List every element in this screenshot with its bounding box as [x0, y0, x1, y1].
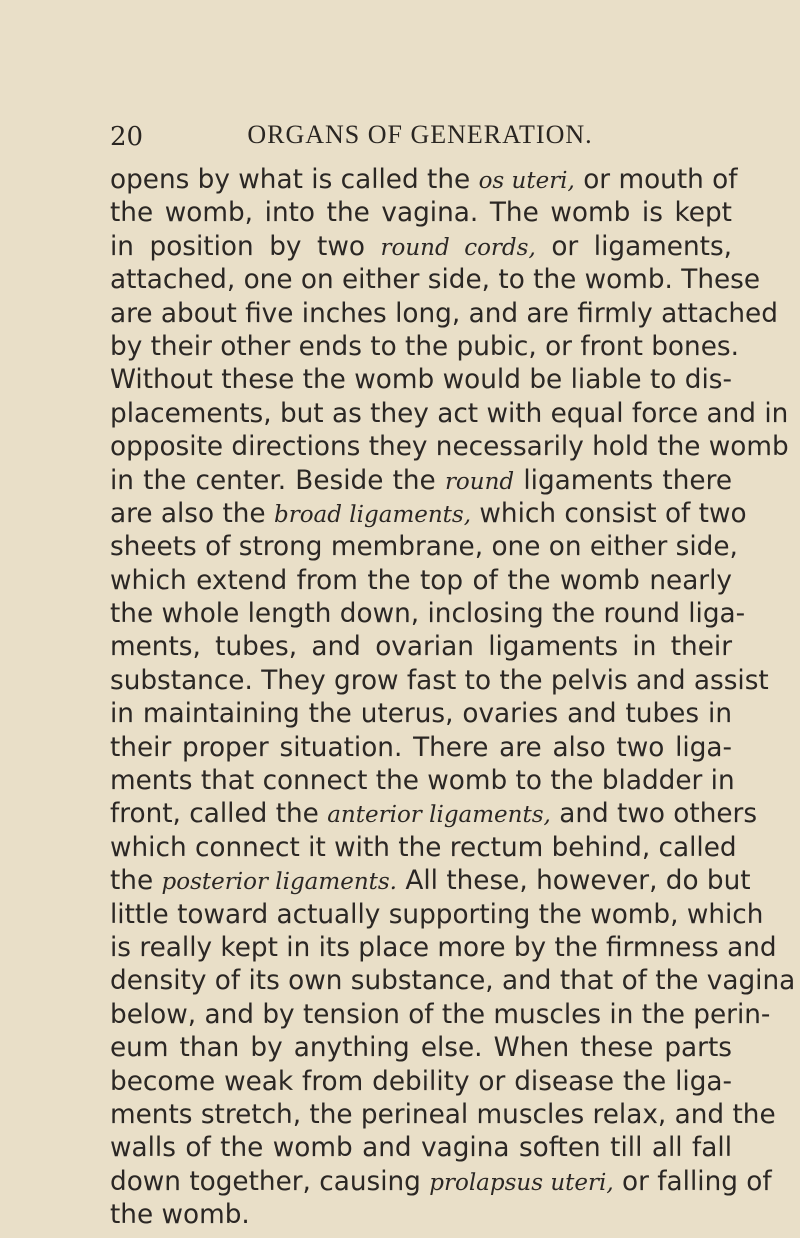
text-segment: by their other ends to the pubic, or front bones.: [110, 331, 739, 362]
text-line: [110, 965, 796, 998]
text-line: [110, 431, 789, 464]
text-segment: in position by two: [110, 231, 381, 262]
text-line: [110, 999, 771, 1032]
text-line: [110, 565, 732, 598]
text-line: [110, 398, 789, 431]
text-segment: sheets of strong membrane, one on either side,: [110, 532, 738, 563]
text-segment: placements, but as they act with equal force and in: [110, 398, 789, 429]
text-line: [110, 798, 758, 831]
text-segment: substance. They grow fast to the pelvis and assist: [110, 665, 769, 696]
text-segment: ligaments there: [514, 465, 732, 496]
body-text: [110, 164, 796, 1233]
text-line: [110, 1032, 732, 1065]
text-segment: density of its own substance, and that of the vagina: [110, 966, 796, 997]
italic-term: posterior ligaments.: [161, 869, 397, 896]
text-line: [110, 465, 732, 498]
text-line: [110, 732, 732, 765]
text-segment: the whole length down, inclosing the round liga-: [110, 599, 746, 630]
text-segment: or falling of: [613, 1166, 772, 1197]
text-segment: is really kept in its place more by the firmness and: [110, 932, 777, 963]
text-line: [110, 832, 737, 865]
text-segment: are also the: [110, 498, 274, 529]
text-line: [110, 1066, 732, 1099]
page-number: 20: [110, 122, 144, 152]
text-segment: which consist of two: [471, 498, 747, 529]
running-head: ORGANS OF GENERATION.: [247, 120, 593, 149]
italic-term: prolapsus uteri,: [429, 1169, 614, 1196]
text-line: [110, 364, 732, 397]
text-line: [110, 631, 732, 664]
text-line: [110, 1099, 776, 1132]
text-line: [110, 164, 738, 197]
text-line: [110, 665, 769, 698]
text-line: [110, 531, 738, 564]
text-line: [110, 1199, 732, 1232]
text-line: [110, 598, 746, 631]
text-segment: in the center. Beside the: [110, 465, 445, 496]
text-segment: front, called the: [110, 799, 328, 830]
text-line: [110, 899, 764, 932]
text-segment: which connect it with the rectum behind, called: [110, 832, 737, 863]
text-segment: the: [110, 866, 162, 897]
text-line: [110, 698, 732, 731]
text-segment: opens by what is called the: [110, 165, 479, 195]
text-segment: or ligaments,: [535, 231, 733, 262]
text-segment: the womb, into the vagina. The womb is kept: [110, 198, 732, 229]
text-segment: opposite directions they necessarily hold the womb: [110, 432, 789, 463]
italic-term: anterior ligaments,: [327, 802, 551, 829]
text-segment: or mouth of: [574, 165, 738, 195]
text-line: [110, 765, 735, 798]
text-line: [110, 1132, 732, 1165]
text-line: [110, 932, 777, 965]
text-segment: All these, however, do but: [397, 866, 751, 897]
italic-term: broad ligaments,: [273, 501, 472, 528]
text-segment: their proper situation. There are also two liga-: [110, 732, 732, 763]
text-segment: the womb.: [110, 1200, 250, 1231]
text-line: [110, 498, 747, 531]
text-line: [110, 231, 732, 264]
text-segment: down together, causing: [110, 1166, 430, 1197]
italic-term: os uteri,: [478, 168, 575, 194]
text-segment: eum than by anything else. When these parts: [110, 1033, 732, 1064]
text-segment: below, and by tension of the muscles in the perin-: [110, 999, 771, 1030]
text-segment: become weak from debility or disease the liga-: [110, 1066, 732, 1097]
text-segment: ments, tubes, and ovarian ligaments in their: [110, 632, 732, 663]
text-segment: and two others: [550, 799, 758, 830]
italic-term: round cords,: [380, 234, 536, 261]
text-segment: in maintaining the uterus, ovaries and tubes in: [110, 699, 732, 730]
text-segment: ments that connect the womb to the bladder in: [110, 766, 735, 797]
text-line: [110, 264, 761, 297]
text-segment: walls of the womb and vagina soften till all fall: [110, 1133, 732, 1164]
italic-term: round: [444, 468, 515, 495]
text-segment: Without these the womb would be liable to dis-: [110, 365, 732, 396]
text-segment: ments stretch, the perineal muscles relax, and the: [110, 1099, 776, 1130]
text-line: [110, 298, 778, 331]
text-line: [110, 197, 732, 230]
text-line: [110, 331, 739, 364]
text-segment: attached, one on either side, to the womb. These: [110, 265, 761, 296]
text-segment: which extend from the top of the womb nearly: [110, 565, 732, 596]
text-line: [110, 1166, 772, 1199]
text-line: [110, 865, 751, 898]
text-segment: are about five inches long, and are firmly attached: [110, 298, 778, 329]
text-segment: little toward actually supporting the womb, which: [110, 899, 764, 930]
